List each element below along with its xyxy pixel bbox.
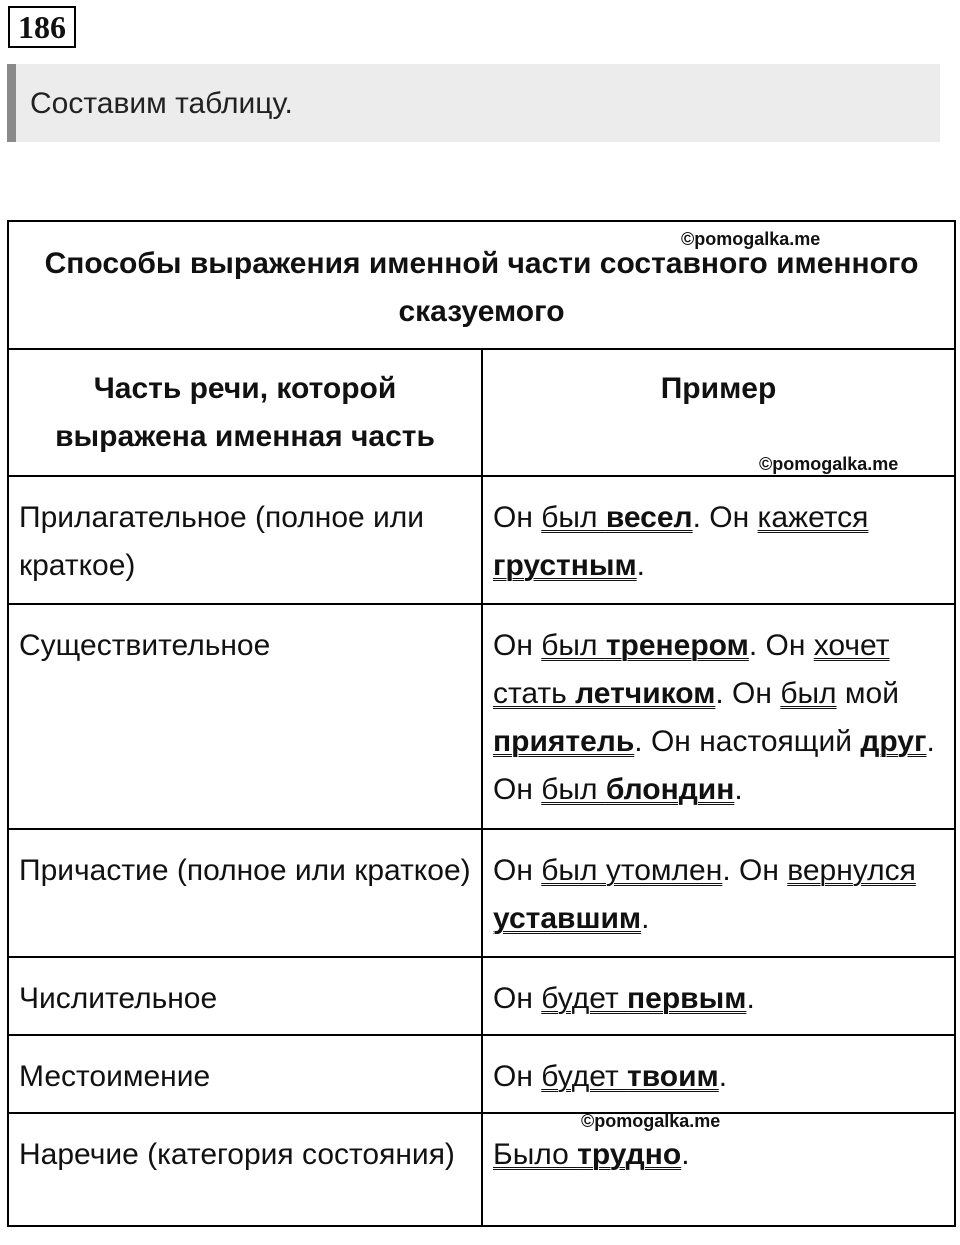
part-cell: Причастие (полное или краткое) <box>8 829 482 957</box>
table-caption-text: Способы выражения именной части составного именного сказуемого <box>44 247 919 328</box>
predicate-nominal-word: приятель <box>493 725 635 758</box>
watermark: ©pomogalka.me <box>581 1111 721 1131</box>
underlined-word: был утомлен <box>541 854 723 887</box>
underlined-word: был <box>541 629 606 662</box>
table-caption <box>8 221 955 349</box>
underlined-word: был <box>541 501 606 534</box>
table-row <box>8 604 955 829</box>
part-cell: Существительное <box>8 604 482 829</box>
underlined-word: кажется <box>757 501 869 534</box>
predicate-nominal-word: друг <box>860 725 927 758</box>
underlined-word: был <box>780 677 837 710</box>
example-text: . <box>636 549 646 582</box>
example-text: Он <box>493 982 542 1015</box>
example-cell <box>482 957 955 1035</box>
example-text: . <box>641 902 650 935</box>
predicate-nominal-word: летчиком <box>575 677 716 710</box>
example-text: Он <box>493 501 542 534</box>
table-row <box>8 957 955 1035</box>
example-text: . <box>681 1138 690 1171</box>
intro-banner <box>7 64 940 142</box>
example-text: . Он настоящий <box>634 725 861 758</box>
underlined-word: был <box>541 773 606 806</box>
table-row <box>8 1113 955 1226</box>
task-number: 186 <box>8 6 76 48</box>
example-text: . Он <box>692 501 758 534</box>
underlined-word: Было <box>493 1138 578 1171</box>
predicate-nominal-word: тренером <box>605 629 749 662</box>
part-cell: Прилагательное (полное или краткое) <box>8 476 482 604</box>
example-text: . Он <box>722 854 788 887</box>
example-cell <box>482 1113 955 1226</box>
table-row <box>8 829 955 957</box>
example-text: мой <box>836 677 899 710</box>
underlined-word: хочет стать <box>493 629 890 710</box>
part-cell: Местоимение <box>8 1035 482 1113</box>
predicate-nominal-word: трудно <box>577 1138 682 1171</box>
example-text: . <box>746 982 755 1015</box>
predicate-nominal-word: грустным <box>493 549 637 582</box>
column-header-example <box>482 349 955 476</box>
underlined-word: будет <box>541 982 628 1015</box>
predicate-nominal-word: твоим <box>627 1060 719 1093</box>
column-header-part-text: Часть речи, которой выражена именная часть <box>55 372 435 453</box>
underlined-word: вернулся <box>787 854 916 887</box>
underlined-word: будет <box>541 1060 628 1093</box>
example-text: Он <box>493 629 542 662</box>
example-cell <box>482 829 955 957</box>
intro-text: Составим таблицу. <box>30 87 293 120</box>
watermark: ©pomogalka.me <box>681 229 821 249</box>
predicate-nominal-word: блондин <box>605 773 735 806</box>
example-cell <box>482 1035 955 1113</box>
watermark: ©pomogalka.me <box>759 454 899 474</box>
example-text: Он <box>493 1060 542 1093</box>
example-text: Он <box>493 854 542 887</box>
example-text: . <box>734 773 743 806</box>
predicate-table <box>7 220 956 1227</box>
table-row <box>8 476 955 604</box>
part-cell: Числительное <box>8 957 482 1035</box>
example-cell <box>482 476 955 604</box>
predicate-nominal-word: уставшим <box>493 902 642 935</box>
example-cell <box>482 604 955 829</box>
example-text: . Он <box>493 725 935 806</box>
example-text: . Он <box>715 677 781 710</box>
table-row <box>8 1035 955 1113</box>
example-text: . <box>718 1060 728 1093</box>
column-header-example-text: Пример <box>660 372 777 405</box>
predicate-nominal-word: первым <box>627 982 747 1015</box>
predicate-nominal-word: весел <box>605 501 693 534</box>
part-cell: Наречие (категория состояния) <box>8 1113 482 1226</box>
example-text: . Он <box>748 629 814 662</box>
column-header-part <box>8 349 482 476</box>
